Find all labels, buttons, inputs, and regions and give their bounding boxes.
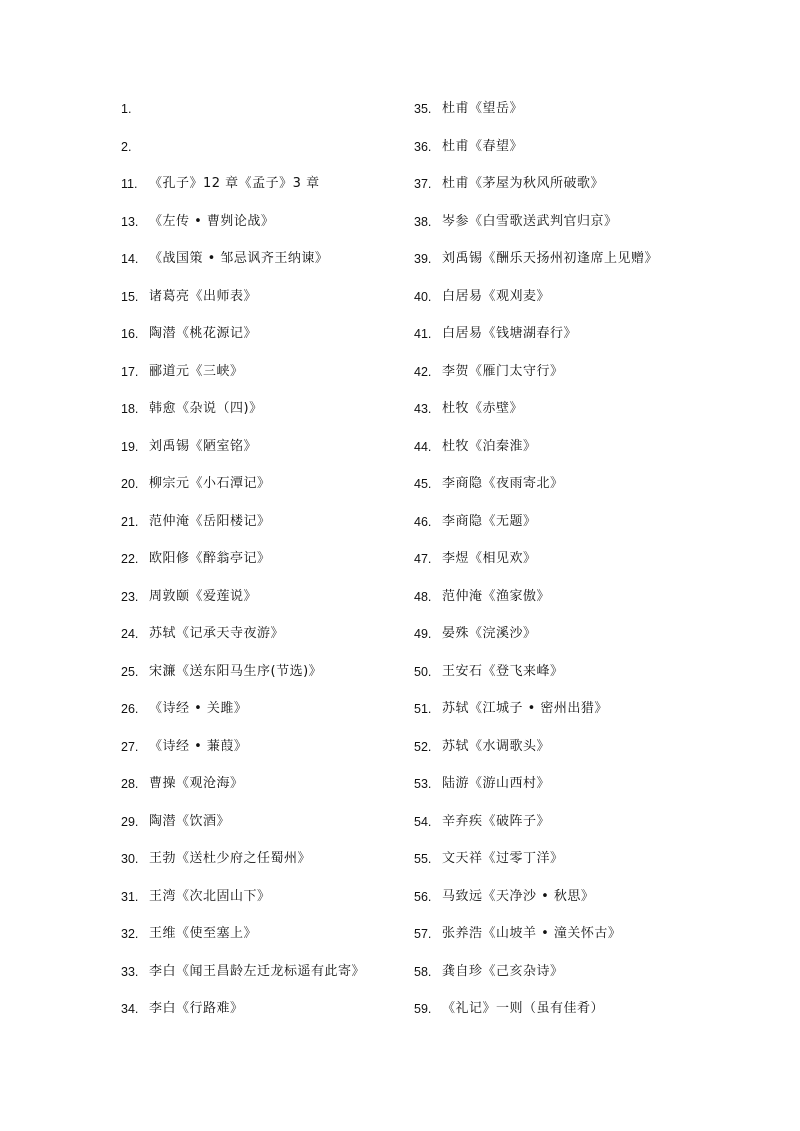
item-title: 王湾《次北固山下》 [149,888,271,904]
list-item [121,396,401,434]
list-item [414,584,714,622]
item-number: 45. [414,477,432,491]
item-title: 苏轼《记承天寺夜游》 [149,626,285,641]
item-number: 51. [414,702,432,716]
item-number: 17. [121,364,139,379]
list-item [121,771,401,809]
list-item [121,621,401,659]
list-item [414,284,714,322]
left-list [121,96,401,1034]
item-title: 杜牧《赤壁》 [442,401,524,416]
item-number: 35. [414,102,432,116]
list-item [414,96,714,134]
list-item [121,696,401,734]
item-title: 杜牧《泊秦淮》 [442,438,537,454]
list-item [414,171,714,209]
item-title: 龚自珍《己亥杂诗》 [442,963,564,979]
item-title: 岑参《白雪歌送武判官归京》 [442,213,618,229]
item-title: 李商隐《夜雨寄北》 [442,476,564,491]
item-number: 30. [121,852,139,866]
list-item [121,209,401,247]
item-title: 范仲淹《岳阳楼记》 [149,513,271,529]
list-item [121,509,401,547]
list-item [121,921,401,959]
item-title: 刘禹锡《陋室铭》 [149,438,258,454]
list-item [414,771,714,809]
item-number: 52. [414,739,432,754]
item-number: 13. [121,214,139,229]
item-title: 《左传 • 曹刿论战》 [149,213,275,229]
item-title: 马致远《天净沙 • 秋思》 [442,888,595,904]
item-number: 11. [121,177,138,191]
item-number: 42. [414,364,432,379]
item-number: 18. [121,402,139,416]
item-title: 《孔子》12 章《孟子》3 章 [149,176,320,191]
item-number: 41. [414,327,432,341]
list-item [414,546,714,584]
item-number: 40. [414,289,432,304]
list-item [121,846,401,884]
item-number: 14. [121,252,139,266]
item-title: 晏殊《浣溪沙》 [442,626,537,641]
item-number: 16. [121,327,139,341]
list-item [414,209,714,247]
item-number: 59. [414,1002,432,1016]
item-title: 陶潜《饮酒》 [149,813,231,829]
list-item [414,996,714,1034]
item-title: 李煜《相见欢》 [442,551,537,566]
item-title: 苏轼《水调歌头》 [442,738,551,754]
item-title: 柳宗元《小石潭记》 [149,476,271,491]
item-number: 26. [121,702,139,716]
item-number: 48. [414,589,432,604]
list-item [121,134,401,172]
item-number: 36. [414,139,432,154]
list-item [414,134,714,172]
item-number: 33. [121,964,139,979]
item-number: 21. [121,514,139,529]
item-number: 54. [414,814,432,829]
list-item [121,734,401,772]
item-number: 31. [121,889,139,904]
list-item [121,546,401,584]
list-item [414,359,714,397]
item-title: 李白《行路难》 [149,1001,244,1016]
item-title: 辛弃疾《破阵子》 [442,813,551,829]
list-item [121,359,401,397]
item-title: 《诗经 • 蒹葭》 [149,738,248,754]
item-number: 23. [121,589,139,604]
right-list [414,96,714,1034]
item-title: 杜甫《茅屋为秋风所破歌》 [442,176,605,191]
list-item [414,884,714,922]
item-number: 22. [121,552,139,566]
item-number: 47. [414,552,432,566]
list-item [121,584,401,622]
list-item [414,621,714,659]
item-title: 王安石《登飞来峰》 [442,663,564,679]
item-title: 陆游《游山西村》 [442,776,551,791]
list-item [121,809,401,847]
list-item [121,884,401,922]
item-title: 刘禹锡《酬乐天扬州初逢席上见赠》 [442,251,659,266]
item-number: 19. [121,439,139,454]
item-title: 范仲淹《渔家傲》 [442,588,551,604]
item-number: 27. [121,739,139,754]
item-title: 周敦颐《爱莲说》 [149,588,258,604]
item-number: 50. [414,664,432,679]
item-title: 诸葛亮《出师表》 [149,288,258,304]
list-item [414,809,714,847]
item-number: 39. [414,252,432,266]
list-item [414,321,714,359]
item-title: 《礼记》一则（虽有佳肴） [442,1001,605,1016]
list-item [414,246,714,284]
item-title: 欧阳修《醉翁亭记》 [149,551,271,566]
item-number: 32. [121,927,139,941]
item-title: 王勃《送杜少府之任蜀州》 [149,851,312,866]
item-title: 李白《闻王昌龄左迁龙标遥有此寄》 [149,963,366,979]
item-number: 44. [414,439,432,454]
item-title: 宋濂《送东阳马生序(节选)》 [149,663,323,679]
list-item [121,171,401,209]
list-item [414,921,714,959]
item-title: 《诗经 • 关雎》 [149,701,248,716]
item-number: 49. [414,627,432,641]
item-title: 白居易《钱塘湖春行》 [442,326,578,341]
item-title: 张养浩《山坡羊 • 潼关怀古》 [442,926,622,941]
item-number: 58. [414,964,432,979]
item-number: 24. [121,627,139,641]
item-title: 韩愈《杂说（四)》 [149,401,263,416]
list-item [121,96,401,134]
list-item [121,321,401,359]
list-item [414,659,714,697]
list-item [414,696,714,734]
item-title: 杜甫《春望》 [442,138,524,154]
item-title: 《战国策 • 邹忌讽齐王纳谏》 [149,251,329,266]
item-title: 陶潜《桃花源记》 [149,326,258,341]
item-title: 王维《使至塞上》 [149,926,258,941]
list-item [414,509,714,547]
item-title: 文天祥《过零丁洋》 [442,851,564,866]
list-item [121,246,401,284]
item-number: 37. [414,177,432,191]
item-number: 56. [414,889,432,904]
item-number: 43. [414,402,432,416]
list-item [414,434,714,472]
item-number: 57. [414,927,432,941]
list-item [121,659,401,697]
item-title: 李贺《雁门太守行》 [442,363,564,379]
item-number: 29. [121,814,139,829]
item-number: 1. [121,102,132,116]
item-number: 25. [121,664,139,679]
item-number: 34. [121,1002,139,1016]
list-item [414,734,714,772]
list-item [414,471,714,509]
list-item [414,396,714,434]
item-title: 郦道元《三峡》 [149,363,244,379]
item-title: 曹操《观沧海》 [149,776,244,791]
item-title: 白居易《观刈麦》 [442,288,551,304]
list-item [414,846,714,884]
list-item [121,284,401,322]
item-number: 28. [121,777,139,791]
list-item [121,959,401,997]
item-title: 李商隐《无题》 [442,513,537,529]
item-title: 杜甫《望岳》 [442,101,524,116]
list-item [121,471,401,509]
list-item [414,959,714,997]
item-number: 53. [414,777,432,791]
item-number: 46. [414,514,432,529]
item-number: 15. [121,289,139,304]
item-number: 20. [121,477,139,491]
item-number: 38. [414,214,432,229]
list-item [121,996,401,1034]
list-item [121,434,401,472]
item-number: 55. [414,852,432,866]
item-title: 苏轼《江城子 • 密州出猎》 [442,701,608,716]
item-number: 2. [121,139,132,154]
